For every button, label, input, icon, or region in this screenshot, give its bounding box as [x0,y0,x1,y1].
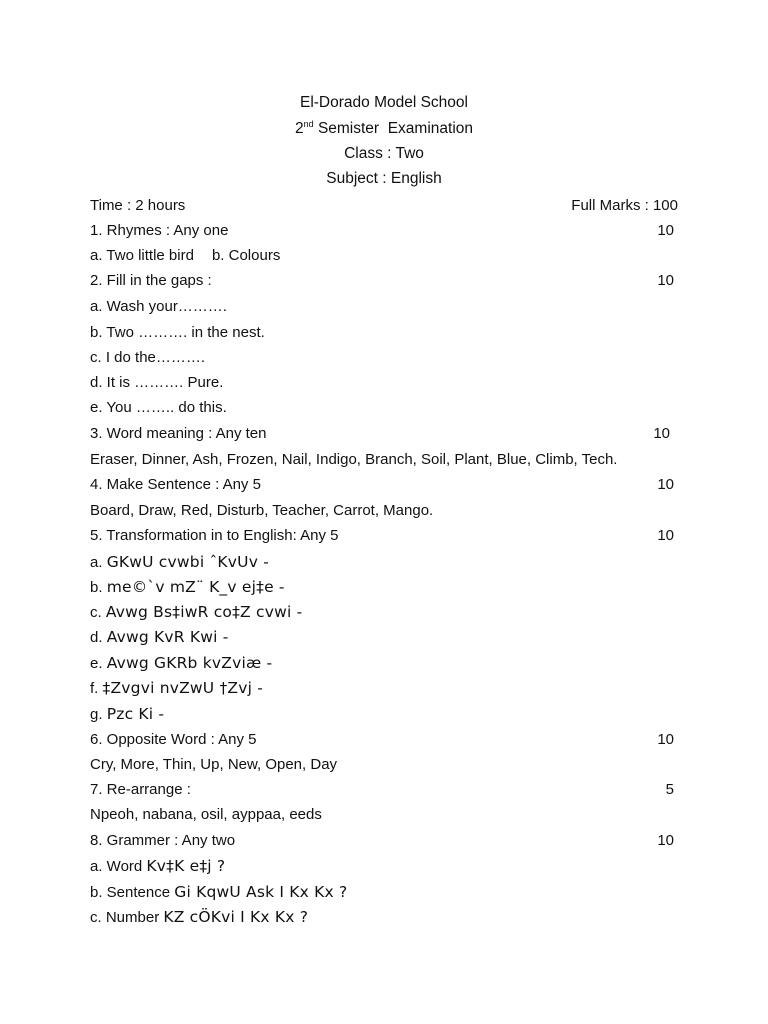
item-text: GKwU cvwbi ˆKvUv - [106,553,269,571]
full-marks-label: Full Marks : 100 [571,197,678,214]
item-text: KZ cÖKvi I Kx Kx ? [163,908,309,926]
option-a: a. Two little bird [90,247,194,264]
list-item: c. I do the………. [90,349,206,366]
question-title: 5. Transformation in to English: Any 5 [90,527,339,544]
item-prefix: b. Sentence [90,884,175,901]
list-item: b. Two ………. in the nest. [90,324,265,341]
list-item: d. It is ………. Pure. [90,374,224,391]
question-marks: 5 [665,781,674,798]
list-item [90,551,680,573]
list-item [90,906,680,928]
question-marks: 10 [657,476,674,493]
list-item [90,601,680,623]
item-text: Pzc Ki - [106,705,165,723]
question-title: 7. Re-arrange : [90,781,191,798]
question-marks: 10 [657,222,674,239]
list-item: a. Wash your………. [90,298,227,315]
list-item [90,881,680,903]
question-title: 3. Word meaning : Any ten [90,425,267,442]
item-text: Gi KqwU Ask I Kx Kx ? [174,883,348,901]
question-1 [90,220,680,242]
question-marks: 10 [657,832,674,849]
question-marks: 10 [653,425,670,442]
question-title: 8. Grammer : Any two [90,832,236,849]
word-list: Board, Draw, Red, Disturb, Teacher, Carrot, Mango. [90,502,434,519]
question-marks: 10 [657,527,674,544]
item-text: Avwg Bs‡iwR co‡Z cvwi - [105,603,303,621]
item-prefix: c. Number [90,909,164,926]
item-prefix: d. [90,629,107,646]
time-label: Time : 2 hours [90,197,186,214]
list-item [90,626,680,648]
question-3 [90,423,680,445]
question-title: 6. Opposite Word : Any 5 [90,731,257,748]
item-prefix: c. [90,604,106,621]
list-item: e. You …….. do this. [90,399,227,416]
exam-title [0,119,768,138]
question-marks: 10 [657,731,674,748]
item-prefix: a. Word [90,858,147,875]
word-list: Cry, More, Thin, Up, New, Open, Day [90,756,338,773]
list-item [90,703,680,725]
class-line: Class : Two [344,145,424,162]
question-6 [90,729,680,751]
exam-title-text: Semister Examination [317,120,473,137]
list-item [90,576,680,598]
item-text: ‡Zvgvi nvZwU †Zvj - [102,679,264,697]
school-name: El-Dorado Model School [299,94,468,111]
word-list: Npeoh, nabana, osil, ayppaa, eeds [90,806,322,823]
question-8 [90,830,680,852]
item-prefix: a. [90,554,107,571]
question-1-options [90,245,680,267]
item-text: me©`v mZ¨ K_v ej‡e - [106,578,285,596]
list-item [90,855,680,877]
question-title: 4. Make Sentence : Any 5 [90,476,261,493]
subject-line: Subject : English [326,170,442,187]
item-prefix: g. [90,706,107,723]
item-prefix: f. [90,680,103,697]
question-title: 2. Fill in the gaps : [90,272,212,289]
question-2 [90,270,680,292]
question-7 [90,779,680,801]
question-5 [90,525,680,547]
item-text: Avwg GKRb kvZviæ - [106,654,273,672]
word-list: Eraser, Dinner, Ash, Frozen, Nail, Indigo, Branch, Soil, Plant, Blue, Climb, Tech. [90,451,618,468]
meta-row [90,195,680,217]
item-prefix: e. [90,655,107,672]
item-text: Avwg KvR Kwi - [106,628,229,646]
exam-ordinal-suffix: nd [303,119,314,129]
question-title: 1. Rhymes : Any one [90,222,229,239]
item-text: Kv‡K e‡j ? [146,857,226,875]
list-item [90,677,680,699]
option-b: b. Colours [211,247,281,264]
question-4 [90,474,680,496]
question-marks: 10 [657,272,674,289]
item-prefix: b. [90,579,107,596]
list-item [90,652,680,674]
exam-ordinal: 2 [294,120,304,137]
